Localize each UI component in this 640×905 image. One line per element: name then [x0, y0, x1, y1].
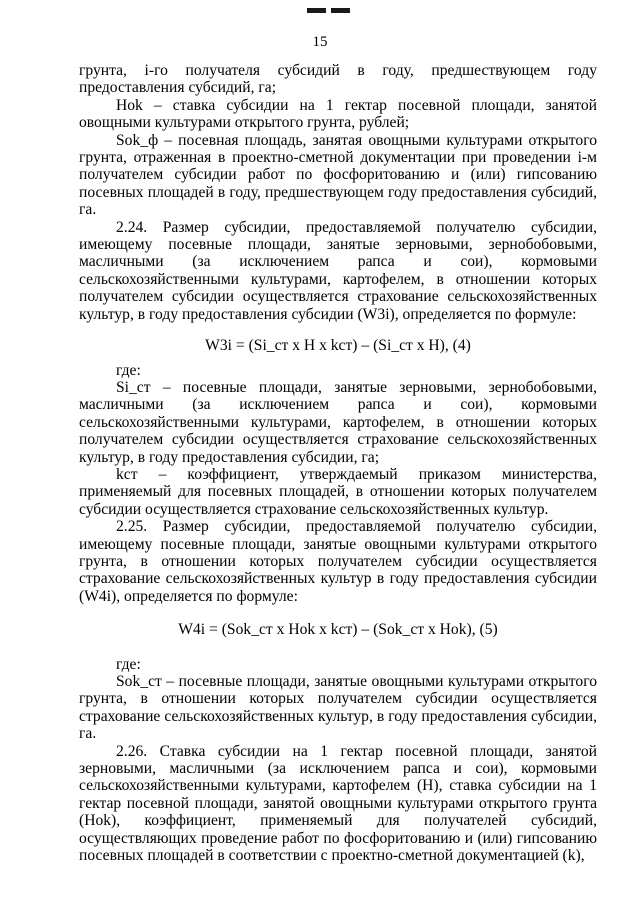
formula-5: W4i = (Sok_ст x Hok x kст) – (Sok_ст x Hok), (5)	[178, 621, 498, 639]
definition-sok-st: Sok_ст – посевные площади, занятые овощными культурами открытого грунта, в отношении которых получателем субсидии осуществляется страхование сельскохозяйственных культур, в году предоставления субсидии, га.	[79, 673, 597, 743]
clause-2-26: 2.26. Ставка субсидии на 1 гектар посевной площади, занятой зерновыми, масличными (за исключением рапса и сои), кормовыми сельскохозяйственными культурами, картофелем (H), ставка субсидии на 1 гектар посевной площади, занятой овощными культурами открытого грунта (Hok), коэффициент, применяемый для получателей субсидий, осуществляющих проведение работ по фосфоритованию и (или) гипсованию посевных площадей в соответствии с проектно-сметной документацией (k),	[79, 742, 597, 865]
paragraph-continuation: грунта, i-го получателя субсидий в году, предшествующем году предоставления субсидий, га;	[79, 62, 597, 97]
definition-sok-f: Sok_ф – посевная площадь, занятая овощными культурами открытого грунта, отраженная в проектно-сметной документации при проведении i-м получателем субсидии работ по фосфоритованию и (или) гипсованию посевных площадей в году, предшествующем году предоставления субсидий, га.	[79, 131, 597, 219]
page-top-mark	[307, 0, 357, 8]
where-label: где:	[116, 361, 141, 379]
definition-kst: kст – коэффициент, утверждаемый приказом министерства, применяемый для посевных площадей, в отношении которых получателем субсидии осуществляется страхование сельскохозяйственных культур.	[79, 465, 597, 518]
page-number: 15	[312, 34, 328, 50]
clause-2-24: 2.24. Размер субсидии, предоставляемой получателю субсидии, имеющему посевные площади, занятые зерновыми, зернобобовыми, масличными (за исключением рапса и сои), кормовыми сельскохозяйственными культурами, картофелем, в отношении которых получателем субсидии осуществляется страхование сельскохозяйственных культур, в году предоставления субсидии (W3i), определяется по формуле:	[79, 218, 597, 323]
document-body	[79, 62, 597, 864]
clause-2-25: 2.25. Размер субсидии, предоставляемой получателю субсидии, имеющему посевные площади, занятые овощными культурами открытого грунта, в отношении которых получателем субсидии осуществляется страхование сельскохозяйственных культур в году предоставления субсидии (W4i), определяется по формуле:	[79, 518, 597, 605]
definition-si-st: Si_ст – посевные площади, занятые зерновыми, зернобобовыми, масличными (за исключением рапса и сои), кормовыми сельскохозяйственными культурами, картофелем, в отношении которых получателем субсидии осуществляется страхование сельскохозяйственных культур, в году предоставления субсидии, га;	[79, 378, 597, 466]
formula-4: W3i = (Si_ст x H x kст) – (Si_ст x H), (4)	[205, 337, 471, 355]
where-label: где:	[116, 655, 141, 673]
definition-hok: Hok – ставка субсидии на 1 гектар посевной площади, занятой овощными культурами открытого грунта, рублей;	[79, 96, 597, 132]
